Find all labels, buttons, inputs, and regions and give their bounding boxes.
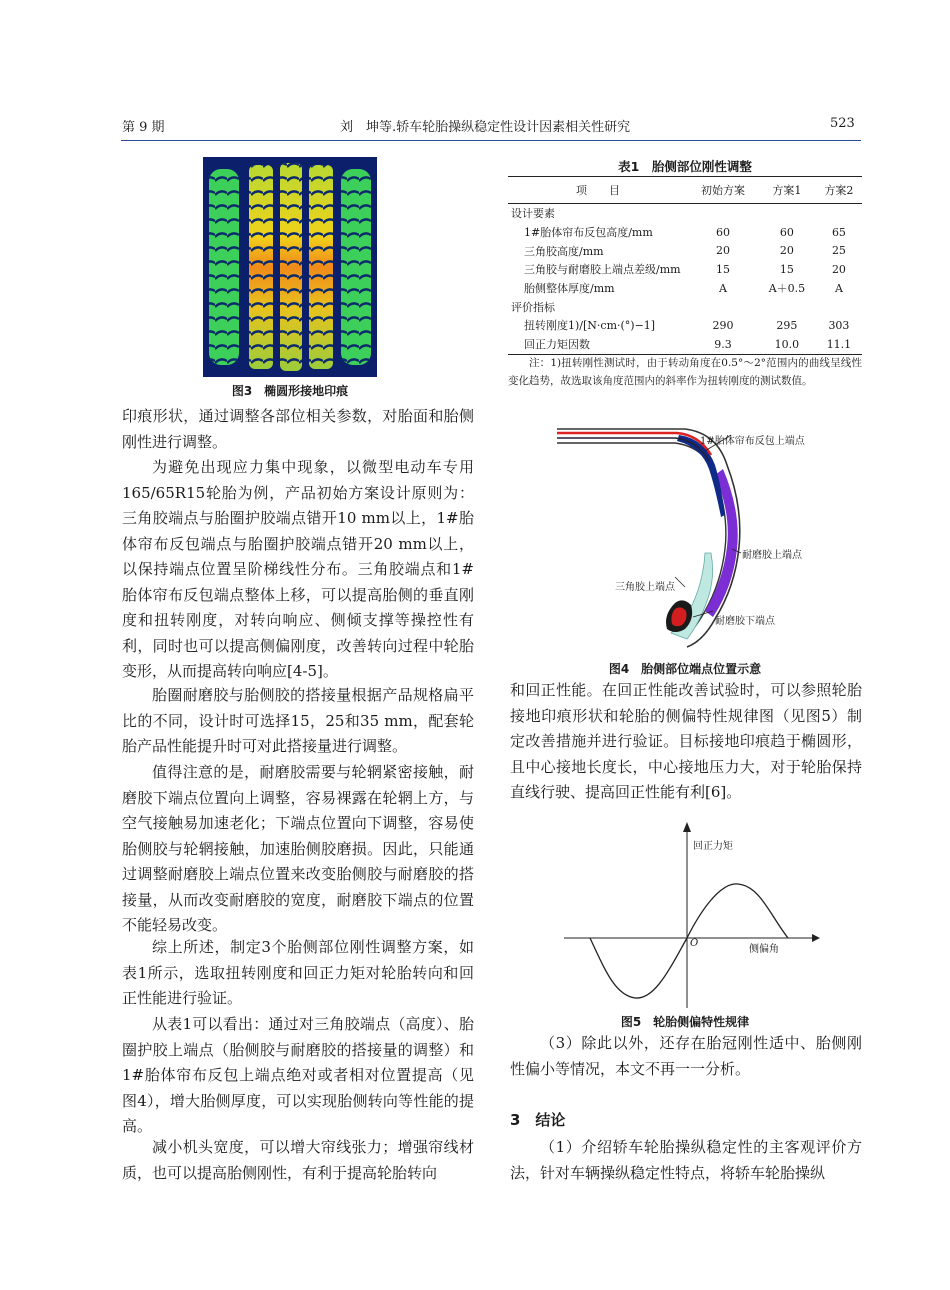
table1-value-cell: 303 xyxy=(828,318,850,332)
table1-row xyxy=(508,260,862,279)
table1-value-cell xyxy=(758,297,816,316)
table1-row xyxy=(508,279,862,298)
table1-value-cell: A＋0.5 xyxy=(768,282,806,296)
figure3-caption: 图3 椭圆形接地印痕 xyxy=(231,384,349,398)
table1-body xyxy=(508,204,862,355)
table1-note: 注：1)扭转刚性测试时，由于转动角度在0.5°～2°范围内的曲线呈线性变化趋势，故选取该角度范围内的斜率作为扭转刚度的测试数值。 xyxy=(508,357,862,387)
table1-value-cell: 25 xyxy=(831,244,846,258)
table1-row xyxy=(508,223,862,242)
table1-value-cell: 60 xyxy=(715,225,730,239)
left-paragraph-1: 印痕形状，通过调整各部位相关参数，对胎面和胎侧刚性进行调整。 xyxy=(122,407,474,451)
table1-row xyxy=(508,316,862,335)
table1-row xyxy=(508,335,862,354)
table1-item-cell: 1#胎体帘布反包高度/mm xyxy=(524,226,653,240)
figure5-caption: 图5 轮胎侧偏特性规律 xyxy=(620,1015,750,1029)
running-title: 刘 坤等.轿车轮胎操纵稳定性设计因素相关性研究 xyxy=(340,120,631,135)
label-carcass-turnup-end: 1#胎体帘布反包上端点 xyxy=(700,436,805,447)
journal-issue: 第 9 期 xyxy=(122,120,165,135)
table1-value-cell: 60 xyxy=(779,225,794,239)
table1-row xyxy=(508,297,862,316)
table1-value-cell: A xyxy=(719,281,727,295)
table1-header-plan2: 方案2 xyxy=(816,177,862,204)
table1-value-cell: 15 xyxy=(779,262,794,276)
label-chafer-lower-end: 耐磨胶下端点 xyxy=(715,616,775,627)
table1-value-cell: 9.3 xyxy=(688,335,758,354)
table1-value-cell: 295 xyxy=(776,318,798,332)
table1-value-cell: 20 xyxy=(831,262,846,276)
header-rule xyxy=(121,140,861,141)
table1-item-cell: 设计要素 xyxy=(511,207,555,221)
table1-header-initial: 初始方案 xyxy=(688,177,758,204)
right-paragraph-2: （3）除此以外，还存在胎冠刚性适中、胎侧刚性偏小等情况，本文不再一一分析。 xyxy=(510,1034,862,1078)
table1-row xyxy=(508,204,862,223)
left-paragraph-4: 值得注意的是，耐磨胶需要与轮辋紧密接触，耐磨胶下端点位置向上调整，容易裸露在轮辋上方，与空气接触易加速老化；下端点位置向下调整，容易使胎侧胶与轮辋接触，加速胎侧胶磨损。因此，只能通过调整耐磨胶上端点位置来改变胎侧胶与耐磨胶的搭接量，从而改变耐磨胶的宽度，耐磨胶下端点的位置不能轻易改变。 xyxy=(122,763,474,934)
right-paragraph-3: （1）介绍轿车轮胎操纵稳定性的主客观评价方法，针对车辆操纵稳定性特点，将轿车轮胎操纵 xyxy=(510,1138,862,1182)
table1-value-cell: 10.0 xyxy=(758,335,816,354)
table1-item-cell: 回正力矩因数 xyxy=(508,335,688,354)
left-paragraph-5: 综上所述，制定3个胎侧部位刚性调整方案，如表1所示，选取扭转刚度和回正力矩对轮胎转向和回正性能进行验证。 xyxy=(122,938,474,1007)
table1-title: 表1 胎侧部位刚性调整 xyxy=(618,159,752,174)
table1-value-cell: 290 xyxy=(712,318,734,332)
right-paragraph-1: 和回正性能。在回正性能改善试验时，可以参照轮胎接地印痕形状和轮胎的侧偏特性规律图（见图5）制定改善措施并进行验证。目标接地印痕趋于椭圆形，且中心接地长度长，中心接地压力大，对于轮胎保持直线行驶、提高回正性能有利[6]。 xyxy=(510,681,862,801)
left-paragraph-2: 为避免出现应力集中现象，以微型电动车专用165/65R15轮胎为例，产品初始方案设计原则为：三角胶端点与胎圈护胶端点错开10 mm以上，1#胎体帘布反包端点与胎圈护胶端点错开20 mm以上，以保持端点位置呈阶梯线性分布。三角胶端点和1#胎体帘布反包端点整体上移，可以提高胎侧的垂直刚度和扭转刚度，对转向响应、侧倾支撑等操控性有利，同时也可以提高侧偏刚度，改善转向过程中轮胎变形，从而提高转向响应[4-5]。 xyxy=(122,458,474,680)
table1-value-cell xyxy=(758,204,816,223)
table1-item-cell: 三角胶与耐磨胶上端点差级/mm xyxy=(524,263,681,277)
left-paragraph-6: 从表1可以看出：通过对三角胶端点（高度）、胎圈护胶上端点（胎侧胶与耐磨胶的搭接量的调整）和1#胎体帘布反包上端点绝对或者相对位置提高（见图4），增大胎侧厚度，可以实现胎侧转向等性能的提高。 xyxy=(122,1015,474,1135)
table1-value-cell: 65 xyxy=(831,225,846,239)
figure4-sidewall-diagram xyxy=(555,425,825,655)
figure4-caption: 图4 胎侧部位端点位置示意 xyxy=(608,662,762,676)
table1-item-cell: 胎侧整体厚度/mm xyxy=(524,282,615,296)
table1-value-cell: 20 xyxy=(779,244,794,258)
table1-value-cell xyxy=(816,297,862,316)
figure5-x-axis-label: 侧偏角 xyxy=(749,944,779,955)
figure5-origin-label: O xyxy=(690,938,699,949)
table1-value-cell xyxy=(688,204,758,223)
table1-header-plan1: 方案1 xyxy=(758,177,816,204)
table1-value-cell: 20 xyxy=(715,244,730,258)
table1-value-cell: 11.1 xyxy=(816,335,862,354)
table1 xyxy=(508,176,862,355)
page-number: 523 xyxy=(830,116,855,131)
left-paragraph-3: 胎圈耐磨胶与胎侧胶的搭接量根据产品规格扁平比的不同，设计时可选择15，25和35 mm，配套轮胎产品性能提升时可对此搭接量进行调整。 xyxy=(122,686,474,755)
label-chafer-upper-end: 耐磨胶上端点 xyxy=(742,550,802,561)
table1-row xyxy=(508,241,862,260)
figure5-chart xyxy=(560,820,820,1010)
table1-header-item: 项 目 xyxy=(508,177,688,204)
label-apex-upper-end: 三角胶上端点 xyxy=(615,582,675,593)
table1-value-cell xyxy=(816,204,862,223)
figure3-footprint-image xyxy=(203,157,377,377)
table1-item-cell: 三角胶高度/mm xyxy=(524,244,604,258)
table1-value-cell xyxy=(688,297,758,316)
table1-item-cell: 评价指标 xyxy=(511,300,555,314)
table1-value-cell: 15 xyxy=(715,262,730,276)
table1-item-cell: 扭转刚度1)/[N·cm·(°)−1] xyxy=(524,319,656,333)
figure5-y-axis-label: 回正力矩 xyxy=(693,841,733,852)
table1-value-cell: A xyxy=(834,281,843,295)
left-paragraph-7: 减小机头宽度，可以增大帘线张力；增强帘线材质，也可以提高胎侧刚性，有利于提高轮胎转向 xyxy=(122,1138,474,1182)
section-heading-conclusion: 3 结论 xyxy=(510,1111,566,1129)
